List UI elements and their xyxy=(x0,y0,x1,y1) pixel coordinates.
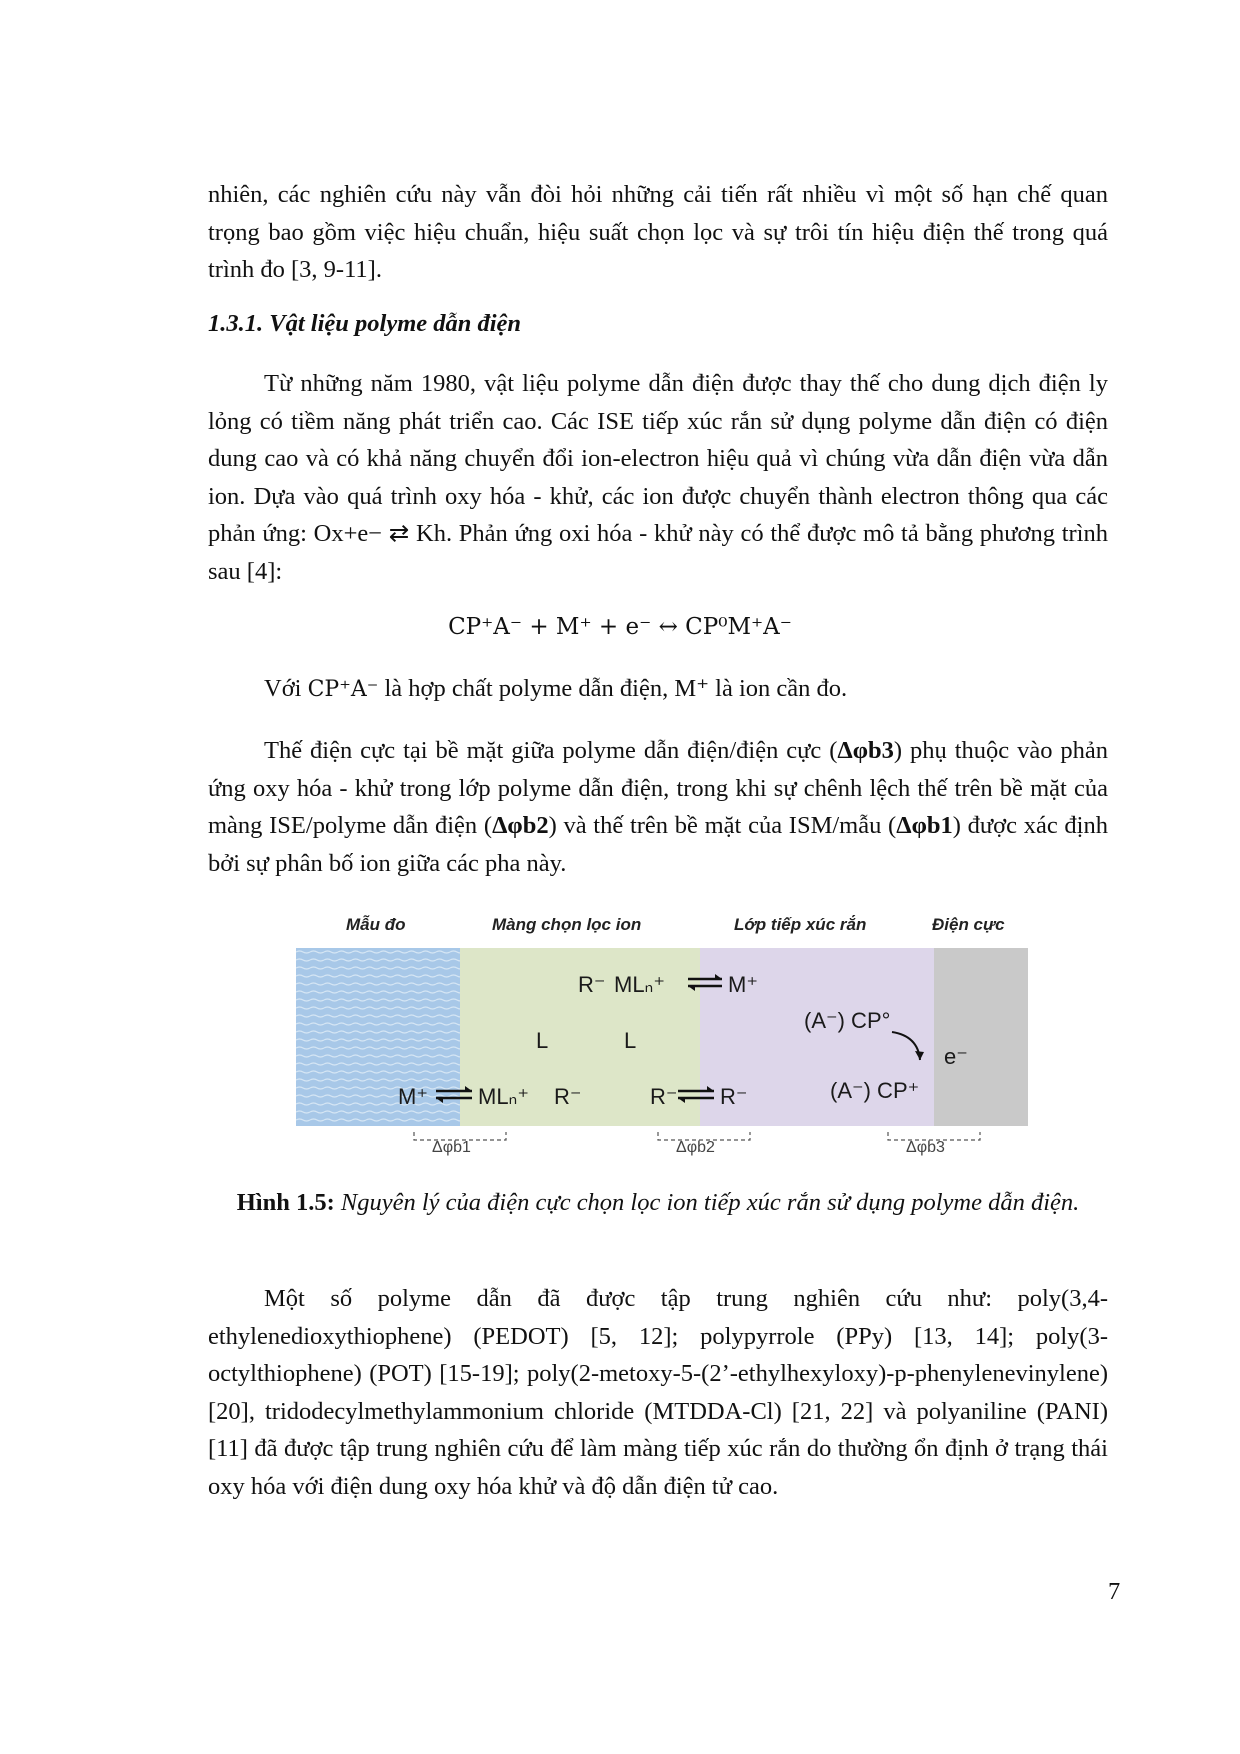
species-m-plus-bottom: M⁺ xyxy=(398,1084,428,1109)
paragraph-2-part2: ) phụ thuộc vào phản ứng oxy hóa - khử trong lớp polyme dẫn điện, trong khi sự chênh lệch thế trên bề mặt của màng ISE/polyme dẫn điện ( xyxy=(208,737,1109,839)
potential-label-b2: Δφb2 xyxy=(676,1139,715,1156)
equation: CP⁺A⁻ + M⁺ + e⁻ ↔ CP⁰M⁺A⁻ xyxy=(448,614,792,640)
species-mln-bottom: MLₙ⁺ xyxy=(478,1084,529,1109)
paragraph-top: nhiên, các nghiên cứu này vẫn đòi hỏi những cải tiến rất nhiều vì một số hạn chế quan trọng bao gồm việc hiệu chuẩn, hiệu suất chọn lọc và sự trôi tín hiệu điện thế trong quá trình đo [3, 9-11]. xyxy=(208,181,1108,283)
species-r-minus-top: R⁻ xyxy=(578,972,606,997)
paragraph-2-part4: ) được xác định bởi sự phân bố ion giữa các pha này. xyxy=(208,812,1108,877)
species-r-minus-bottom-left: R⁻ xyxy=(554,1084,582,1109)
species-a-cp0: (A⁻) CP° xyxy=(804,1008,891,1033)
region-label-contact: Lớp tiếp xúc rắn xyxy=(734,915,867,934)
caption-text: Nguyên lý của điện cực chọn lọc ion tiếp xúc rắn sử dụng polyme dẫn điện. xyxy=(334,1189,1080,1216)
sample-region xyxy=(296,948,460,1126)
equation-note-prefix: Với xyxy=(264,675,308,702)
equation-note-suffix: là hợp chất polyme dẫn điện, M⁺ là ion cần đo. xyxy=(378,675,848,702)
species-r-minus-bottom-mid: R⁻ xyxy=(650,1084,678,1109)
potential-symbol-b1: Δφb1 xyxy=(896,812,953,839)
region-label-sample: Mẫu đo xyxy=(346,915,406,934)
paragraph-3: Một số polyme dẫn đã được tập trung nghiên cứu như: poly(3,4-ethylenedioxythiophene) (PEDOT) [5, 12]; polypyrrole (PPy) [13, 14]; poly(3-octylthiophene) (POT) [15-19]; poly(2-metoxy-5-(2’-ethylhexyloxy)-p-phenylenevinylene) [20], tridodecylmethylammonium chloride (MTDDA-Cl) [21, 22] và polyaniline (PANI) [11] đã được tập trung nghiên cứu để làm màng tiếp xúc rắn do thường ổn định ở trạng thái oxy hóa với điện dung oxy hóa khử và độ dẫn điện tử cao. xyxy=(208,1285,1108,1500)
potential-symbol-b2: Δφb2 xyxy=(492,812,549,839)
species-m-plus-top: M⁺ xyxy=(728,972,758,997)
caption-label: Hình 1.5: xyxy=(236,1189,335,1216)
species-a-cp-plus: (A⁻) CP⁺ xyxy=(830,1078,920,1103)
species-electron: e⁻ xyxy=(944,1044,968,1069)
paragraph-2-part1: Thế điện cực tại bề mặt giữa polyme dẫn điện/điện cực ( xyxy=(264,737,838,764)
electrode-region xyxy=(934,948,1028,1126)
species-mln-top: MLₙ⁺ xyxy=(614,972,665,997)
paragraph-1: Từ những năm 1980, vật liệu polyme dẫn điện được thay thế cho dung dịch điện ly lỏng có tiềm năng phát triển cao. Các ISE tiếp xúc rắn sử dụng polyme dẫn điện có điện dung cao và có khả năng chuyển đổi ion-electron hiệu quả vì chúng vừa dẫn điện vừa dẫn ion. Dựa vào quá trình oxy hóa - khử, các ion được chuyển thành electron thông qua các phản ứng: Ox+e− ⇄ Kh. Phản ứng oxi hóa - khử này có thể được mô tả bằng phương trình sau [4]: xyxy=(208,370,1108,585)
species-ligand-2: L xyxy=(624,1028,637,1053)
potential-label-b3: Δφb3 xyxy=(906,1139,945,1156)
species-ligand-1: L xyxy=(536,1028,549,1053)
equation-note xyxy=(208,670,1108,709)
section-heading: 1.3.1. Vật liệu polyme dẫn điện xyxy=(208,310,522,337)
equation-note-formula: CP⁺A⁻ xyxy=(307,677,379,702)
paragraph-2 xyxy=(208,732,1108,882)
region-label-membrane: Màng chọn lọc ion xyxy=(492,915,642,934)
potential-label-b1: Δφb1 xyxy=(432,1139,471,1156)
potential-symbol-b3: Δφb3 xyxy=(837,737,894,764)
region-label-electrode: Điện cực xyxy=(932,915,1005,934)
figure-caption xyxy=(208,1184,1108,1221)
species-r-minus-bottom-right: R⁻ xyxy=(720,1084,748,1109)
ise-principle-figure xyxy=(296,908,1036,1158)
paragraph-2-part3: ) và thế trên bề mặt của ISM/mẫu ( xyxy=(548,812,897,839)
page-number: 7 xyxy=(1108,1578,1121,1605)
